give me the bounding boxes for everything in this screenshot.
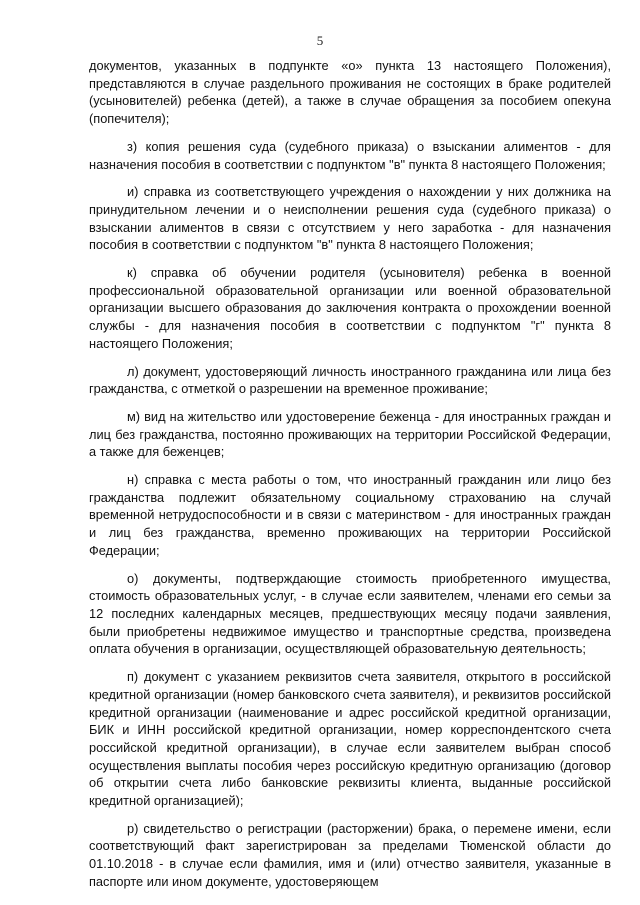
paragraph: л) документ, удостоверяющий личность иностранного гражданина или лица без гражданства, с отметкой о разрешении на временное проживание; [89, 363, 611, 397]
paragraph: и) справка из соответствующего учреждения о нахождении у них должника на принудительном лечении и о неисполнении решения суда (судебного приказа) о взыскании алиментов в связи с отсутствием у него заработка - для назначения пособия в соответствии с подпунктом "в" пункта 8 настоящего Положения; [89, 184, 611, 253]
paragraph: п) документ с указанием реквизитов счета заявителя, открытого в российской кредитной организации (номер банковского счета заявителя), и реквизитов российской кредитной организации (наименование и адрес российской кредитной организации, БИК и ИНН российской кредитной организации, номер корреспондентского счета российской кредитной организации), в случае если заявителем выбран способ осуществления выплаты пособия через российскую кредитную организацию (договор об открытии счета либо банковские реквизиты клиента, выданные российской кредитной организацией); [89, 669, 611, 809]
paragraph: р) свидетельство о регистрации (расторжении) брака, о перемене имени, если соответствующий факт зарегистрирован за пределами Тюменской области до 01.10.2018 - в случае если фамилия, имя и (или) отчество заявителя, указанные в паспорте или ином документе, удостоверяющем [89, 820, 611, 889]
paragraph: к) справка об обучении родителя (усыновителя) ребенка в военной профессиональной образовательной организации или военной образовательной организации высшего образования до заключения контракта о прохождении военной службы - для назначения пособия в соответствии с подпунктом "г" пункта 8 настоящего Положения; [89, 265, 611, 351]
document-body [89, 57, 611, 901]
page-number: 5 [316, 33, 324, 48]
paragraph: з) копия решения суда (судебного приказа) о взыскании алиментов - для назначения пособия в соответствии с подпунктом "в" пункта 8 настоящего Положения; [89, 138, 611, 172]
paragraph: о) документы, подтверждающие стоимость приобретенного имущества, стоимость образовательных услуг, - в случае если заявителем, членами его семьи за 12 последних календарных месяцев, предшествующих месяцу подачи заявления, были приобретены недвижимое имущество и транспортные средства, произведена оплата обучения в организации, осуществляющей образовательную деятельность; [89, 570, 611, 657]
paragraph: н) справка с места работы о том, что иностранный гражданин или лицо без гражданства подлежит обязательному социальному страхованию на случай временной нетрудоспособности и в связи с материнством - для иностранных граждан и лиц без гражданства, временно проживающих на территории Российской Федерации; [89, 472, 611, 558]
paragraph: м) вид на жительство или удостоверение беженца - для иностранных граждан и лиц без гражданства, постоянно проживающих на территории Российской Федерации, а также для беженцев; [89, 408, 611, 460]
paragraph: документов, указанных в подпункте «о» пункта 13 настоящего Положения), представляются в случае раздельного проживания не состоящих в браке родителей (усыновителей) ребенка (детей), а также в случае обращения за пособием опекуна (попечителя); [89, 58, 611, 127]
